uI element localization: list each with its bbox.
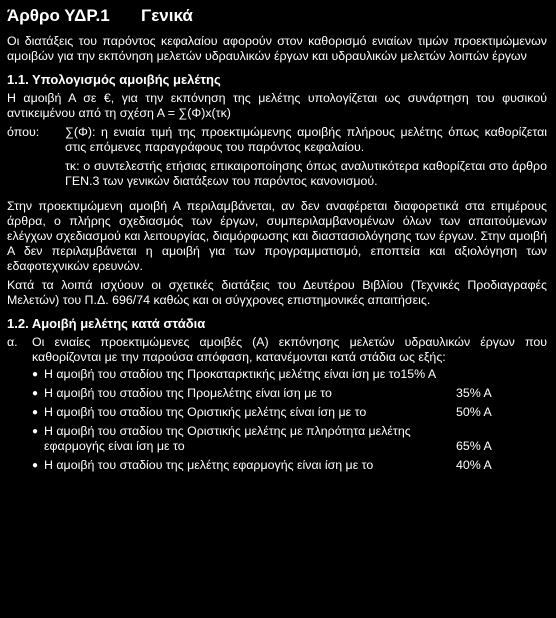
definitions-body — [65, 125, 547, 193]
bullet-icon: ● — [32, 460, 39, 471]
definition-tk: τκ: ο συντελεστής ετήσιας επικαιροποίησης όπως αναλυτικότερα καθορίζεται στο άρθρο ΓΕΝ.3 των γενικών διατάξεων του παρόντος κανονισμού. — [65, 159, 547, 188]
definition-phi: ∑(Φ): η ενιαία τιμή της προεκτιμώμενης αμοιβής πλήρους μελέτης όπως καθορίζεται στις επόμενες παραγράφους του παρόντος κεφαλαίου. — [65, 125, 547, 154]
stage-text: Η αμοιβή του σταδίου της Προμελέτης είναι ίση με το — [44, 386, 332, 400]
where-label: όπου: — [7, 125, 40, 139]
stage-percentage: 40% Α — [456, 458, 492, 472]
definitions-block — [7, 125, 547, 193]
stage-text: Η αμοιβή του σταδίου της Οριστικής μελέτης είναι ίση με το — [44, 405, 367, 419]
stage-text: Η αμοιβή του σταδίου της Οριστικής μελέτης με πληρότητα μελέτης εφαρμογής είναι ίση με το — [44, 424, 411, 453]
stage-text: Η αμοιβή του σταδίου της μελέτης εφαρμογής είναι ίση με το — [44, 458, 374, 472]
stage-text: Η αμοιβή του σταδίου της Προκαταρκτικής μελέτης είναι ίση με το — [44, 367, 401, 381]
alpha-label: α. — [7, 335, 18, 349]
stage-fee-list — [32, 367, 547, 473]
article-code: Άρθρο ΥΔΡ.1 — [7, 6, 110, 25]
list-item — [32, 386, 547, 401]
section-1-2-title: 1.2. Αμοιβή μελέτης κατά στάδια — [7, 316, 206, 331]
list-item — [32, 405, 547, 420]
formula-paragraph: Η αμοιβή Α σε €, για την εκπόνηση της μελέτης υπολογίζεται ως συνάρτηση του φυσικού αντικειμένου από τη σχέση Α = ∑(Φ)x(τκ) — [7, 91, 547, 120]
stage-percentage: 50% Α — [456, 405, 492, 419]
bullet-icon: ● — [32, 407, 39, 418]
list-item — [32, 367, 547, 382]
alpha-body — [32, 335, 547, 477]
stage-percentage: 65% Α — [456, 439, 492, 453]
bullet-icon: ● — [32, 388, 39, 399]
intro-paragraph: Οι διατάξεις του παρόντος κεφαλαίου αφορούν στον καθορισμό ενιαίων τιμών προεκτιμώμενων αμοιβών για την εκπόνηση μελετών υδραυλικών έργων και υδραυλικών μελετών λοιπών έργων — [7, 34, 547, 63]
article-title: Γενικά — [141, 6, 193, 25]
bullet-icon: ● — [32, 426, 39, 437]
article-heading — [7, 6, 547, 26]
alpha-text: Οι ενιαίες προεκτιμώμενες αμοιβές (Α) εκπόνησης μελετών υδραυλικών έργων που καθορίζονται με την παρούσα απόφαση, κατανέμονται κατά στάδια ως εξής: — [32, 335, 547, 364]
alpha-clause — [7, 335, 547, 477]
scope-paragraph: Στην προεκτιμώμενη αμοιβή Α περιλαμβάνεται, αν δεν αναφέρεται διαφορετικά στα επιμέρους άρθρα, ο πλήρης σχεδιασμός των έργων, συμπεριλαμβανομένων όλων των απαιτούμενων ελέγχων σχεδιασμού και λειτουργίας, διαμόρφωσης και διαστασιολόγησης των έργων. Στην αμοιβή Α δεν περιλαμβάνεται η αμοιβή για των προγραμματισμό, εποπτεία και αξιολόγηση των εδαφοτεχνικών ερευνών. — [7, 199, 547, 273]
list-item — [32, 424, 547, 454]
document-page — [7, 6, 547, 477]
list-item — [32, 458, 547, 473]
regulations-paragraph: Κατά τα λοιπά ισχύουν οι σχετικές διατάξεις του Δευτέρου Βιβλίου (Τεχνικές Προδιαγραφές Μελετών) του Π.Δ. 696/74 καθώς και οι σύγχρονες επιστημονικές απαιτήσεις. — [7, 278, 547, 307]
section-1-1-title: 1.1. Υπολογισμός αμοιβής μελέτης — [7, 72, 221, 87]
stage-percentage: 15% Α — [400, 367, 437, 381]
bullet-icon: ● — [32, 369, 39, 380]
stage-percentage: 35% Α — [456, 386, 492, 400]
